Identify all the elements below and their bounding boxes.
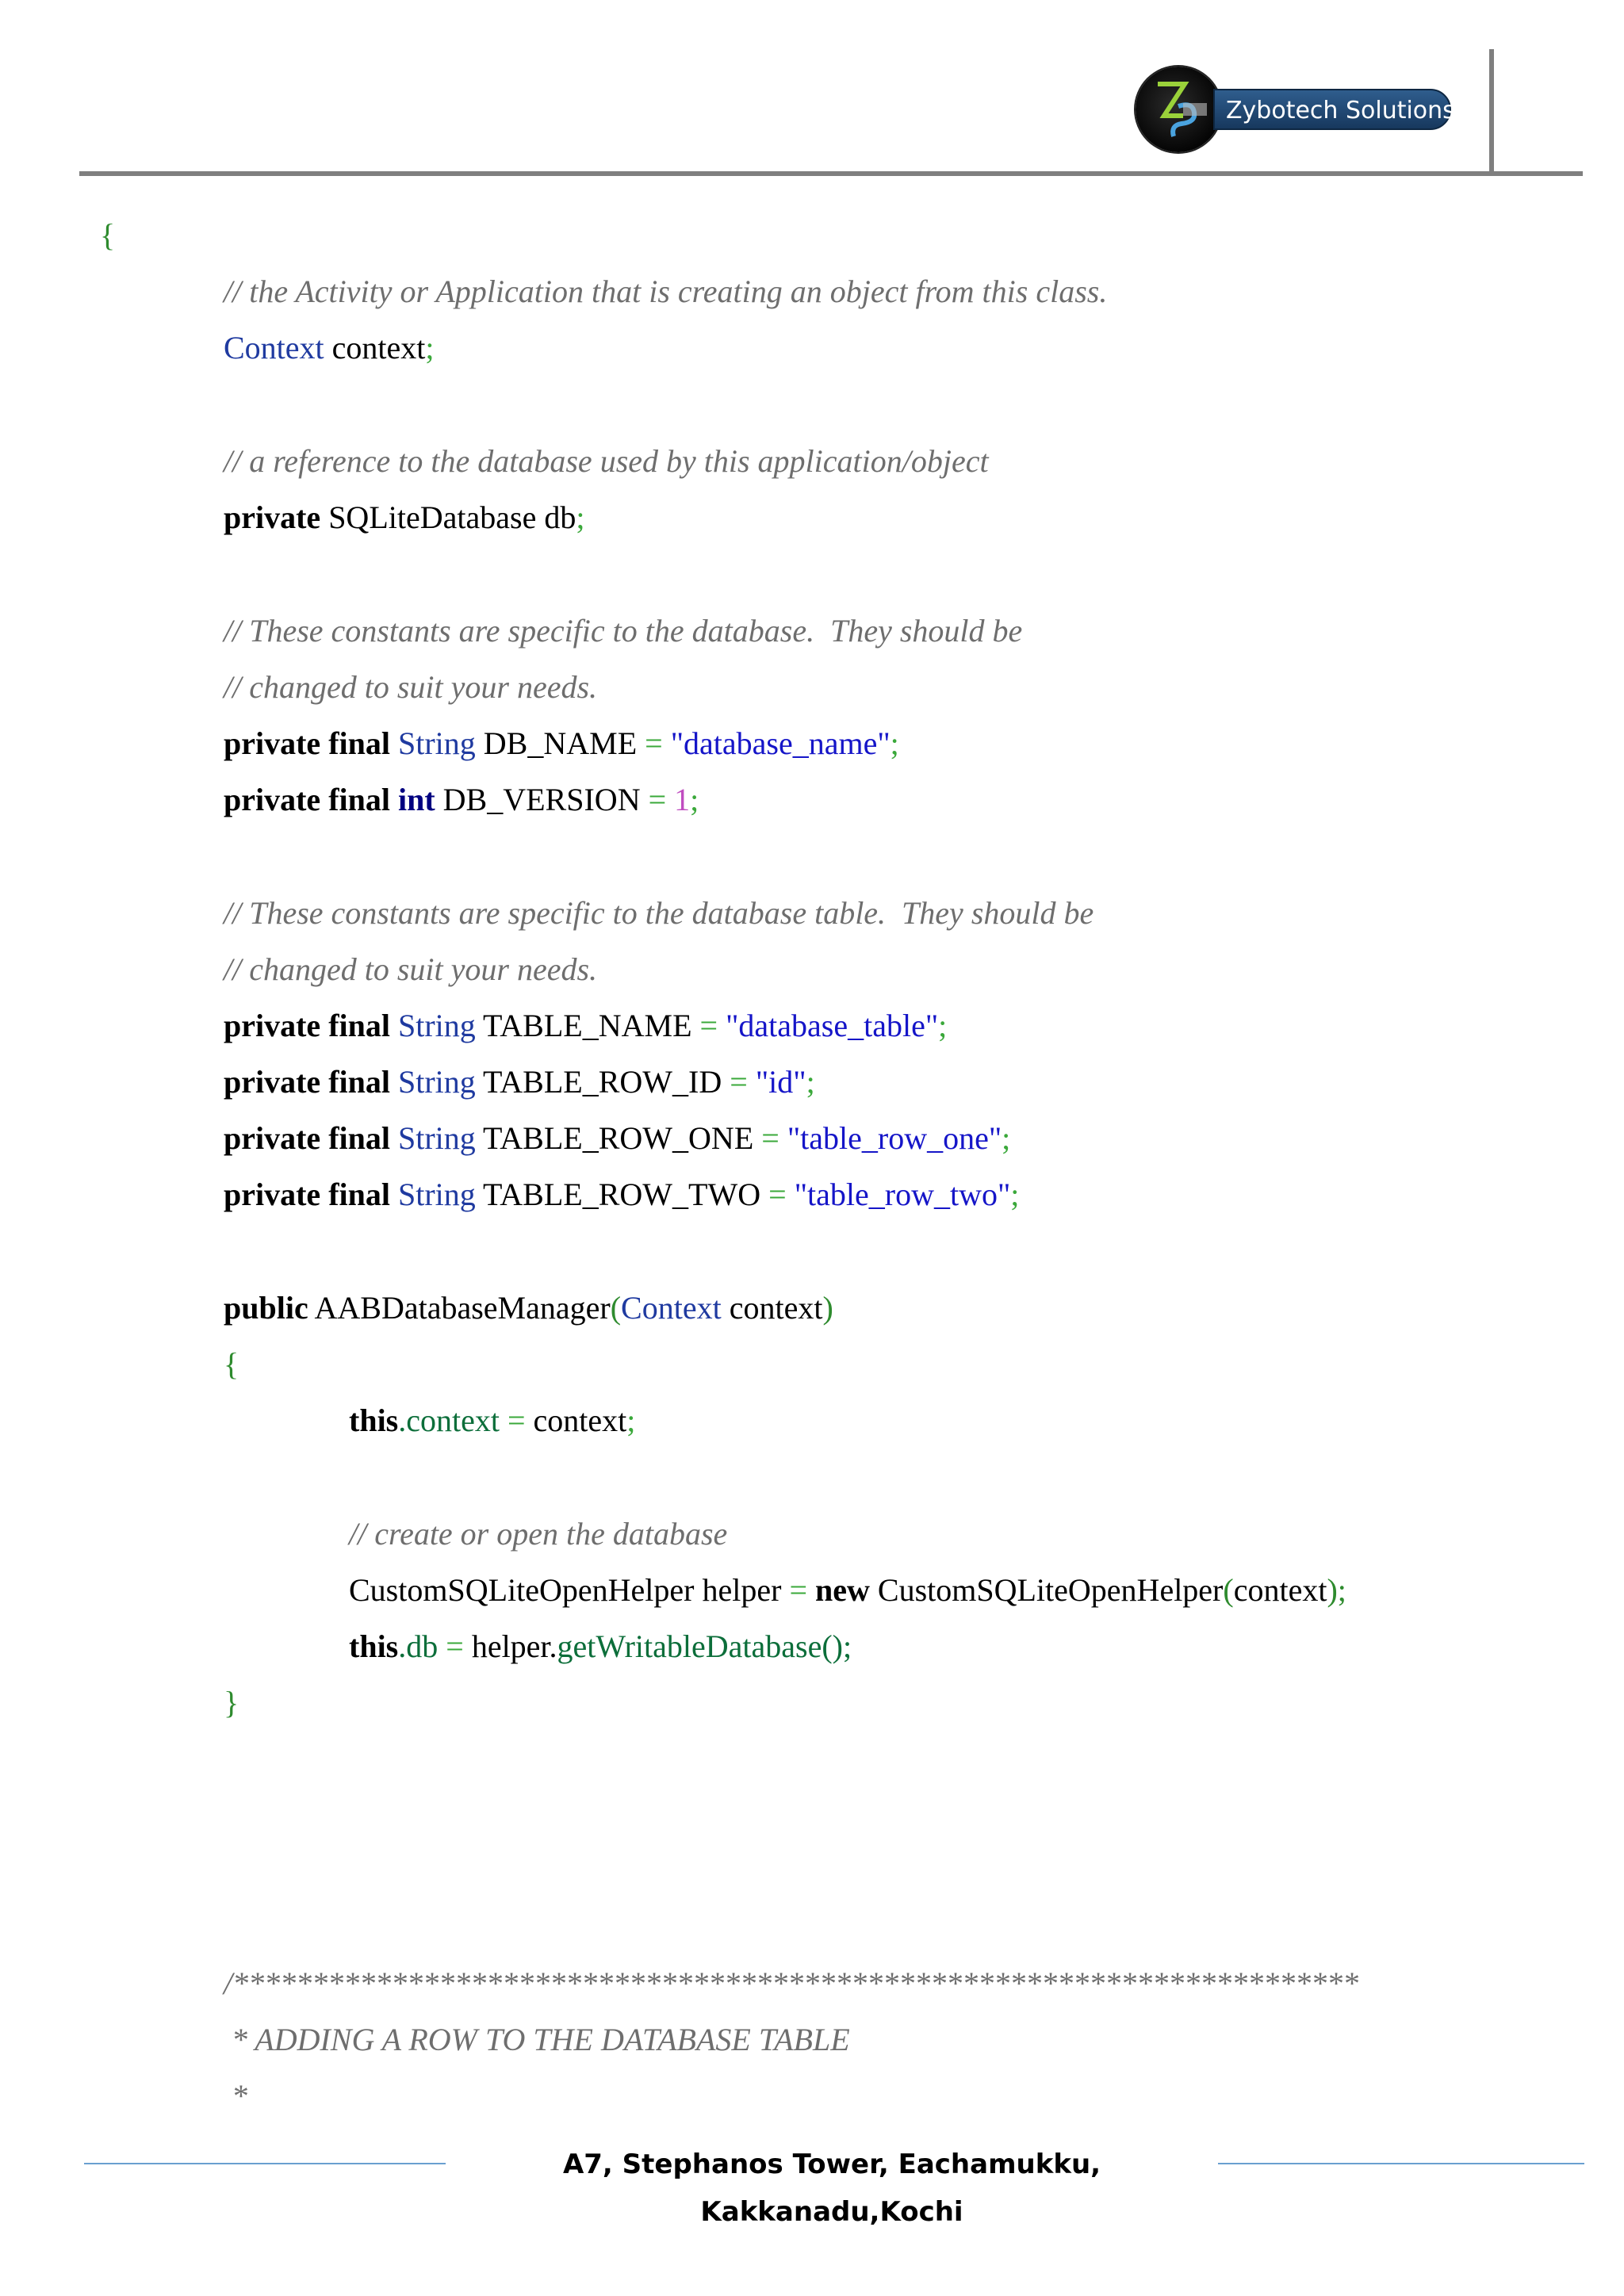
code-token: = xyxy=(438,1628,472,1664)
code-token: DB_NAME xyxy=(475,725,645,761)
code-token: Context xyxy=(224,330,324,365)
page-footer xyxy=(0,2141,1624,2228)
code-token: CustomSQLiteOpenHelper helper xyxy=(349,1572,790,1608)
code-token: AABDatabaseManager xyxy=(308,1290,611,1326)
code-line xyxy=(224,1006,947,1046)
code-token: String xyxy=(397,725,476,761)
code-token: "id" xyxy=(755,1064,806,1100)
code-token: int xyxy=(397,782,435,817)
code-token: helper. xyxy=(471,1628,557,1664)
code-line xyxy=(349,1571,1346,1610)
code-token: .context xyxy=(398,1402,500,1438)
code-token: private final xyxy=(224,1177,390,1212)
code-token: String xyxy=(397,1064,476,1100)
code-token: ; xyxy=(425,330,435,365)
code-token: String xyxy=(397,1120,476,1156)
code-token: private final xyxy=(224,725,390,761)
code-comment: // changed to suit your needs. xyxy=(224,669,598,705)
code-token: new xyxy=(815,1572,870,1608)
code-line xyxy=(224,724,899,763)
code-line xyxy=(224,1288,833,1328)
code-line-open-brace: { xyxy=(224,1346,239,1382)
code-token: = xyxy=(645,725,663,761)
footer-rule-left xyxy=(84,2163,446,2164)
code-token: private final xyxy=(224,1120,390,1156)
code-token: ( xyxy=(610,1290,622,1326)
footer-address: A7, Stephanos Tower, Eachamukku, Kakkanadu,Kochi xyxy=(562,2149,1101,2228)
code-token: ( xyxy=(1223,1572,1234,1608)
code-token: 1 xyxy=(674,782,691,817)
code-comment: // changed to suit your needs. xyxy=(224,951,598,987)
code-comment: // These constants are specific to the database table. They should be xyxy=(224,895,1094,931)
logo-wordmark: Zybotech Solutions xyxy=(1213,89,1451,130)
code-comment: // the Activity or Application that is creating an object from this class. xyxy=(224,274,1108,309)
header-divider-vertical xyxy=(1489,49,1494,173)
code-token: "table_row_one" xyxy=(787,1120,1002,1156)
code-token: TABLE_ROW_TWO xyxy=(475,1177,769,1212)
code-token: = xyxy=(499,1402,534,1438)
code-token: context xyxy=(1233,1572,1327,1608)
code-line xyxy=(349,1627,852,1667)
code-token: Context xyxy=(621,1290,722,1326)
code-token: ; xyxy=(806,1064,815,1100)
code-line xyxy=(224,780,699,820)
code-token: ; xyxy=(890,725,899,761)
code-line xyxy=(349,1401,635,1441)
code-comment: /*********************************************************************** xyxy=(224,1965,1359,2001)
code-token: TABLE_NAME xyxy=(475,1008,700,1043)
code-token: CustomSQLiteOpenHelper xyxy=(869,1572,1224,1608)
code-token: "database_table" xyxy=(726,1008,939,1043)
code-token: String xyxy=(397,1177,476,1212)
code-token: getWritableDatabase(); xyxy=(557,1628,852,1664)
code-comment: // create or open the database xyxy=(349,1516,728,1552)
code-token: this xyxy=(349,1628,399,1664)
code-token: TABLE_ROW_ID xyxy=(475,1064,730,1100)
code-token: = xyxy=(699,1008,718,1043)
code-token: = xyxy=(761,1120,779,1156)
code-line xyxy=(224,1119,1010,1158)
code-line-close-brace: } xyxy=(224,1685,239,1720)
code-token: private final xyxy=(224,782,390,817)
code-token: = xyxy=(789,1572,807,1608)
code-token: context xyxy=(721,1290,823,1326)
code-token: this xyxy=(349,1402,399,1438)
code-token: ) xyxy=(822,1290,833,1326)
code-token: = xyxy=(768,1177,787,1212)
code-token: ; xyxy=(938,1008,948,1043)
code-token: "database_name" xyxy=(670,725,891,761)
code-token: ; xyxy=(1010,1177,1020,1212)
code-token: = xyxy=(648,782,667,817)
code-token: = xyxy=(730,1064,748,1100)
code-token: private xyxy=(224,499,321,535)
code-comment: // These constants are specific to the database. They should be xyxy=(224,613,1023,649)
footer-rule-right xyxy=(1218,2163,1584,2164)
code-token: "table_row_two" xyxy=(794,1177,1011,1212)
logo-emblem-icon xyxy=(1136,67,1221,152)
company-logo xyxy=(1136,67,1469,154)
code-token: SQLiteDatabase db xyxy=(320,499,576,535)
code-token: ; xyxy=(1002,1120,1011,1156)
code-token: ; xyxy=(576,499,585,535)
code-token: ); xyxy=(1327,1572,1346,1608)
code-token: String xyxy=(397,1008,476,1043)
code-token: DB_VERSION xyxy=(435,782,649,817)
code-line xyxy=(224,328,435,368)
code-token: ; xyxy=(626,1402,636,1438)
code-comment: * xyxy=(224,2078,247,2114)
header-divider xyxy=(79,171,1583,176)
code-token: ; xyxy=(690,782,699,817)
code-comment: // a reference to the database used by this application/object xyxy=(224,443,989,479)
code-comment: * ADDING A ROW TO THE DATABASE TABLE xyxy=(224,2022,850,2057)
code-token: public xyxy=(224,1290,308,1326)
code-token: context xyxy=(324,330,426,365)
code-line-open-brace: { xyxy=(100,217,116,253)
code-token: private final xyxy=(224,1064,390,1100)
code-line xyxy=(224,1062,815,1102)
code-token: .db xyxy=(398,1628,439,1664)
code-token: private final xyxy=(224,1008,390,1043)
code-token: context xyxy=(533,1402,627,1438)
code-line xyxy=(224,498,584,538)
code-line xyxy=(224,1175,1019,1215)
code-token: TABLE_ROW_ONE xyxy=(475,1120,762,1156)
